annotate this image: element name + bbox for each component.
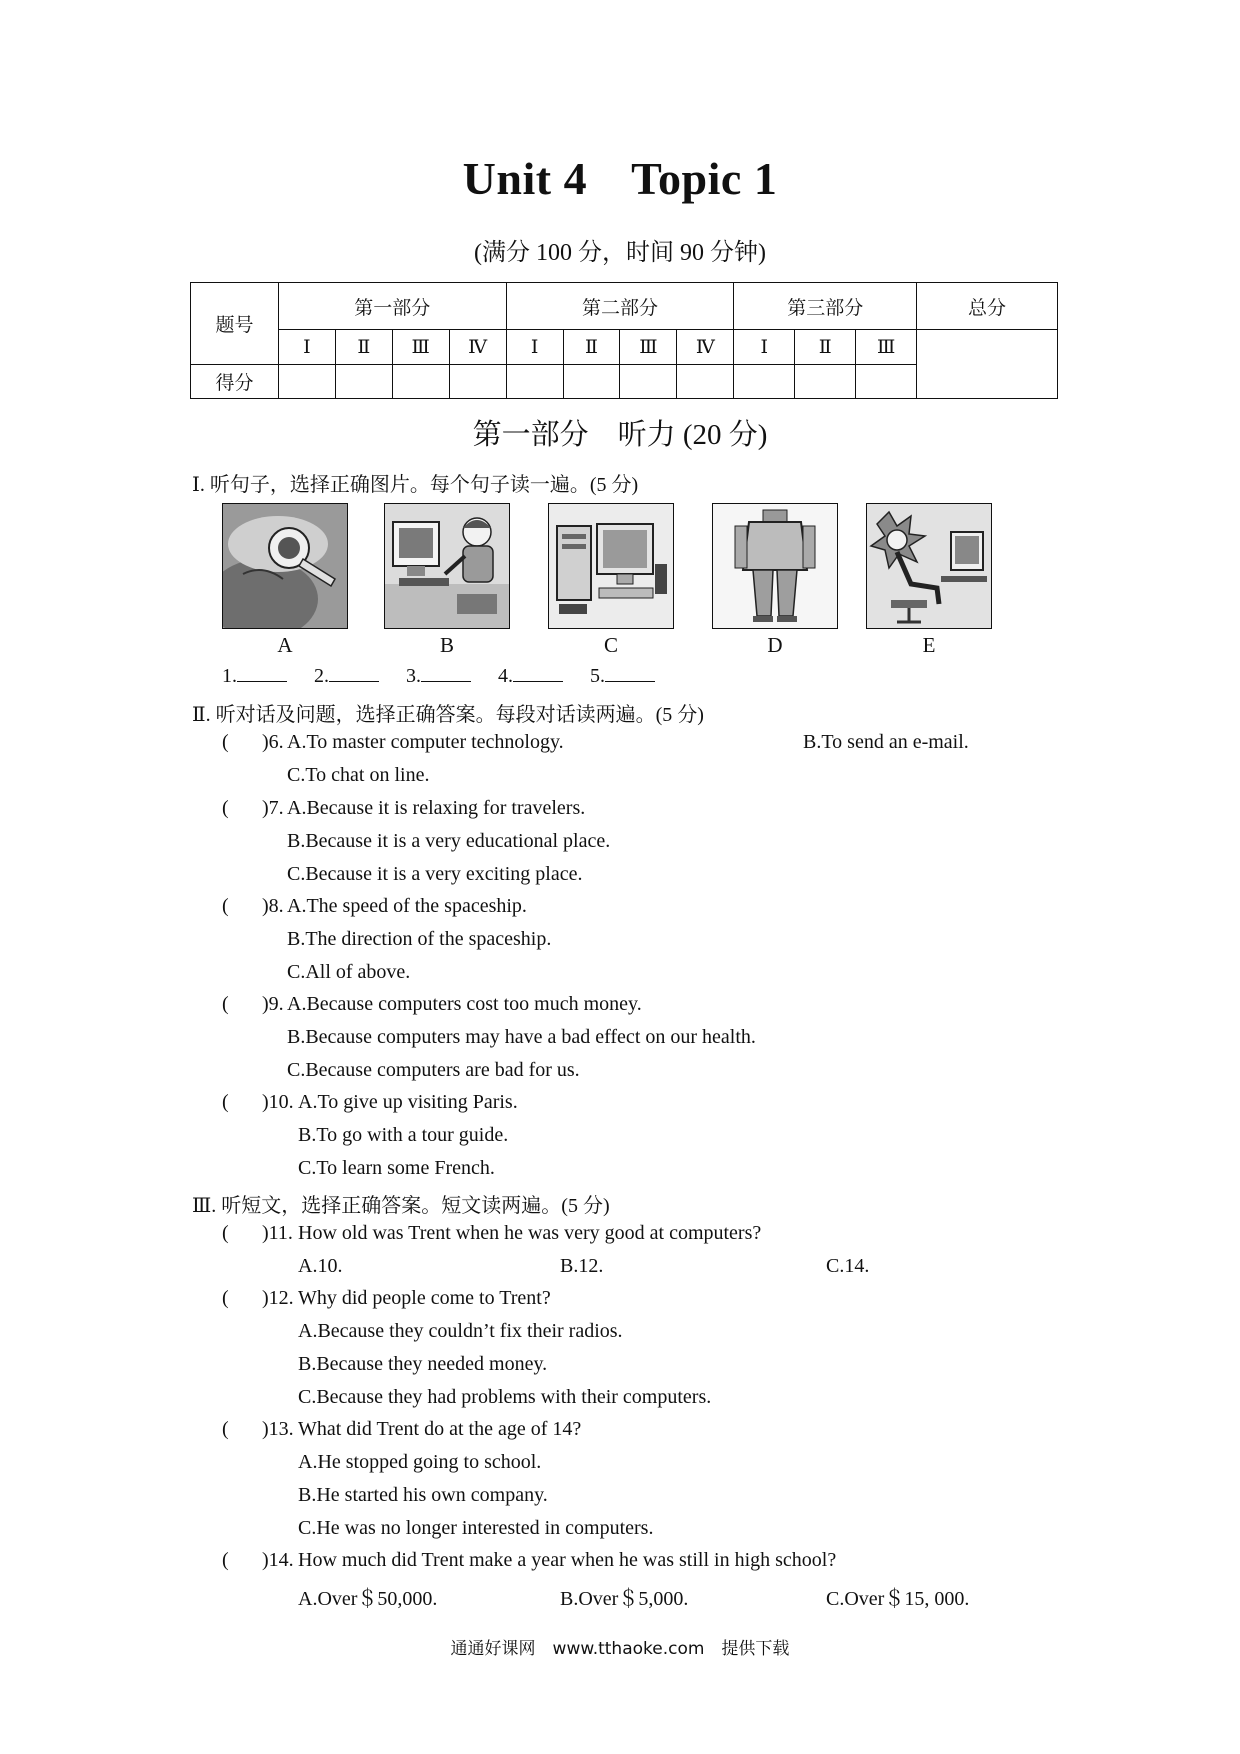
score-table-number-label: 题号 (191, 283, 279, 365)
score-cell[interactable] (392, 364, 449, 398)
score-cell[interactable] (335, 364, 392, 398)
answer-paren[interactable]: ( (222, 1287, 229, 1309)
question-stem: What did Trent do at the age of 14? (298, 1418, 582, 1440)
score-col: Ⅰ (734, 330, 795, 364)
score-table-part3: 第三部分 (734, 283, 917, 330)
question-stem: How old was Trent when he was very good at computers? (298, 1222, 762, 1244)
score-col: Ⅱ (795, 330, 856, 364)
score-cell[interactable] (506, 364, 563, 398)
boy-at-computer-icon (384, 503, 510, 629)
score-cell[interactable] (856, 364, 917, 398)
title-topic: Topic 1 (631, 153, 778, 204)
option: A.Because computers cost too much money. (287, 993, 642, 1015)
question-number: )9. (262, 993, 284, 1015)
score-col: Ⅳ (677, 330, 734, 364)
score-total-cell[interactable] (917, 330, 1058, 399)
option: B.The direction of the spaceship. (287, 928, 552, 950)
option: C.Over＄15, 000. (826, 1588, 970, 1610)
score-col: Ⅲ (392, 330, 449, 364)
page-footer: 通通好课网 www.tthaoke.com 提供下载 (450, 1639, 790, 1659)
picture-label: C (603, 633, 618, 657)
question-number: )10. (262, 1091, 294, 1113)
desktop-computer-icon (548, 503, 674, 629)
score-col: Ⅳ (449, 330, 506, 364)
section3-heading: Ⅲ. 听短文，选择正确答案。短文读两遍。(5 分) (192, 1195, 610, 1217)
question-number: )14. (262, 1549, 294, 1571)
picture-label: A (277, 633, 293, 657)
option: A.Because they couldn’t fix their radios. (298, 1320, 623, 1342)
answer-paren[interactable]: ( (222, 1091, 229, 1113)
option: B.To go with a tour guide. (298, 1124, 509, 1146)
blank-number: 1. (222, 665, 237, 687)
score-col: Ⅰ (506, 330, 563, 364)
answer-blank[interactable] (605, 665, 655, 682)
option: B.Because they needed money. (298, 1353, 548, 1375)
option: A.He stopped going to school. (298, 1451, 542, 1473)
option: A.To give up visiting Paris. (298, 1091, 518, 1113)
option: B.Because computers may have a bad effect on our health. (287, 1026, 756, 1048)
option: A.The speed of the spaceship. (287, 895, 527, 917)
score-col: Ⅲ (620, 330, 677, 364)
option: A.To master computer technology. (287, 731, 564, 753)
option: C.Because it is a very exciting place. (287, 863, 583, 885)
option: A.10. (298, 1255, 343, 1277)
option: A.Because it is relaxing for travelers. (287, 797, 586, 819)
score-cell[interactable] (278, 364, 335, 398)
answer-blank[interactable] (237, 665, 287, 682)
option: C.14. (826, 1255, 870, 1277)
option: B.He started his own company. (298, 1484, 548, 1506)
answer-blank[interactable] (421, 665, 471, 682)
part-heading: 第一部分 听力 (20 分) (472, 419, 768, 451)
option: A.Over＄50,000. (298, 1588, 438, 1610)
score-cell[interactable] (563, 364, 620, 398)
answer-paren[interactable]: ( (222, 1418, 229, 1440)
picture-row (0, 503, 1240, 663)
answer-blanks (222, 665, 677, 688)
answer-paren[interactable]: ( (222, 895, 229, 917)
answer-paren[interactable]: ( (222, 731, 229, 753)
page-subtitle: (满分 100 分，时间 90 分钟) (474, 240, 766, 266)
answer-blank[interactable] (329, 665, 379, 682)
section1-heading: Ⅰ. 听句子，选择正确图片。每个句子读一遍。(5 分) (192, 474, 639, 496)
score-col: Ⅱ (563, 330, 620, 364)
question-number: )8. (262, 895, 284, 917)
answer-paren[interactable]: ( (222, 1222, 229, 1244)
option: B.Because it is a very educational place. (287, 830, 611, 852)
score-cell[interactable] (734, 364, 795, 398)
answer-paren[interactable]: ( (222, 797, 229, 819)
picture-label: D (767, 633, 783, 657)
section2-heading: Ⅱ. 听对话及问题，选择正确答案。每段对话读两遍。(5 分) (192, 704, 704, 726)
score-cell[interactable] (449, 364, 506, 398)
score-col: Ⅰ (278, 330, 335, 364)
question-number: )12. (262, 1287, 294, 1309)
question-number: )6. (262, 731, 284, 753)
option: B.To send an e-mail. (803, 731, 969, 753)
option: C.To chat on line. (287, 764, 430, 786)
picture-label: E (922, 633, 936, 657)
question-number: )11. (262, 1222, 293, 1244)
answer-paren[interactable]: ( (222, 993, 229, 1015)
blank-number: 2. (314, 665, 329, 687)
blank-number: 3. (406, 665, 421, 687)
question-number: )7. (262, 797, 284, 819)
score-col: Ⅲ (856, 330, 917, 364)
question-number: )13. (262, 1418, 294, 1440)
score-table-total: 总分 (917, 283, 1058, 330)
suit-icon (712, 503, 838, 629)
picture-label: B (439, 633, 454, 657)
option: B.12. (560, 1255, 604, 1277)
page-title (0, 152, 1240, 205)
title-unit: Unit 4 (462, 153, 588, 204)
blank-number: 4. (498, 665, 513, 687)
option: C.Because they had problems with their computers. (298, 1386, 712, 1408)
score-cell[interactable] (620, 364, 677, 398)
score-table-part2: 第二部分 (506, 283, 734, 330)
option: C.Because computers are bad for us. (287, 1059, 580, 1081)
score-table (190, 282, 1058, 399)
blank-number: 5. (590, 665, 605, 687)
answer-paren[interactable]: ( (222, 1549, 229, 1571)
score-table-part1: 第一部分 (278, 283, 506, 330)
option: C.To learn some French. (298, 1157, 495, 1179)
score-table-score-label: 得分 (191, 364, 279, 398)
score-cell[interactable] (677, 364, 734, 398)
astronaut-icon (222, 503, 348, 629)
option: C.He was no longer interested in computers. (298, 1517, 654, 1539)
question-stem: How much did Trent make a year when he was still in high school? (298, 1549, 837, 1571)
answer-blank[interactable] (513, 665, 563, 682)
score-cell[interactable] (795, 364, 856, 398)
score-col: Ⅱ (335, 330, 392, 364)
option: B.Over＄5,000. (560, 1588, 689, 1610)
tired-man-at-computer-icon (866, 503, 992, 629)
option: C.All of above. (287, 961, 411, 983)
question-stem: Why did people come to Trent? (298, 1287, 551, 1309)
